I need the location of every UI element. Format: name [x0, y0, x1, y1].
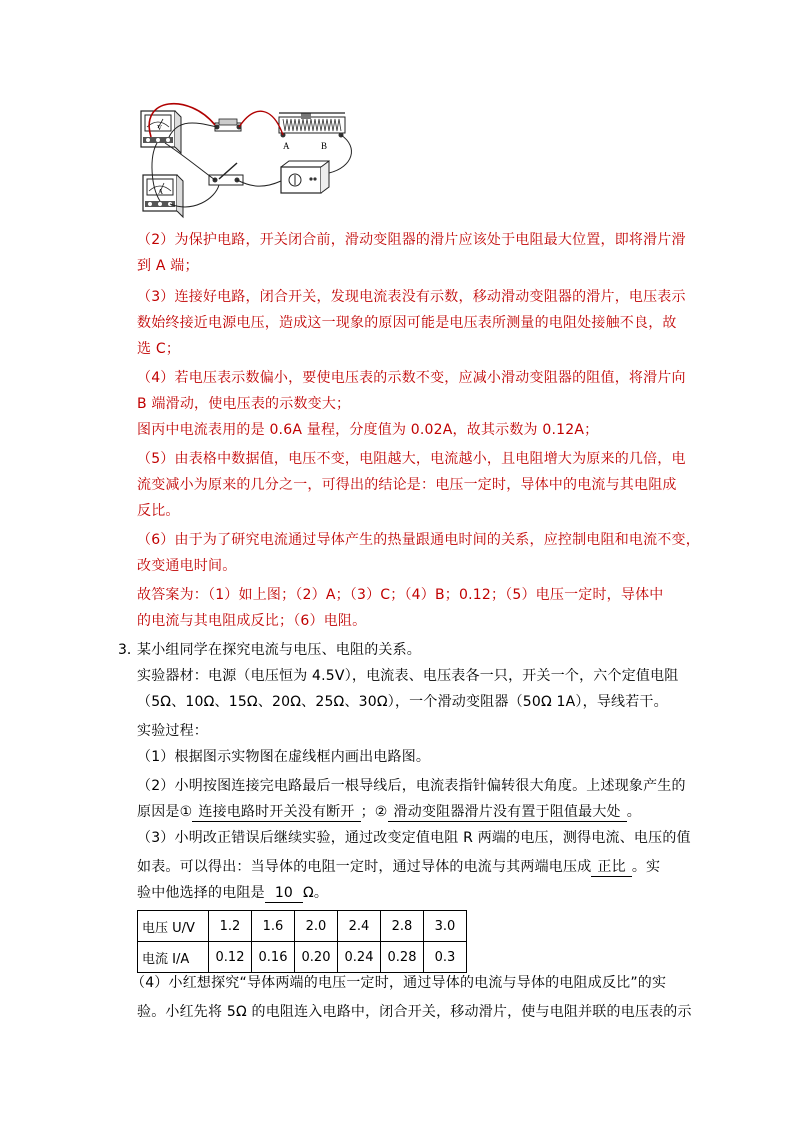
answer-line: （6）由于为了研究电流通过导体产生的热量跟通电时间的关系，应控制电阻和电流不变， — [137, 532, 700, 548]
rheostat-label-b: B — [321, 141, 328, 151]
answer-line: （3）连接好电路，闭合开关，发现电流表没有示数，移动滑动变阻器的滑片，电压表示 — [137, 289, 686, 305]
answer-line: 流变减小为原来的几分之一，可得出的结论是：电压一定时，导体中的电流与其电阻成 — [137, 477, 677, 493]
answer-line: （2）为保护电路，开关闭合前，滑动变阻器的滑片应该处于电阻最大位置，即将滑片滑 — [137, 232, 686, 248]
answer-blank-2: 滑动变阻器滑片没有置于阻值最大处 — [388, 803, 627, 822]
question-title: 某小组同学在探究电流与电压、电阻的关系。 — [137, 642, 421, 658]
process-step-4-cont: 验。小红先将 5Ω 的电阻连入电路中，闭合开关，移动滑片，使与电阻并联的电压表的示 — [137, 1004, 692, 1020]
answer-line: 图丙中电流表用的是 0.6A 量程，分度值为 0.02A，故其示数为 0.12A； — [137, 422, 599, 438]
answer-line: 到 A 端； — [137, 258, 199, 274]
table-cell: 0.28 — [381, 942, 424, 973]
resistor-icon — [215, 119, 242, 131]
circled-two: ② — [374, 804, 388, 820]
rheostat-label-a: A — [283, 141, 290, 151]
answer-line: （4）若电压表示数偏小，要使电压表的示数不变，应减小滑动变阻器的阻值，将滑片向 — [137, 370, 686, 386]
process-step-1: （1）根据图示实物图在虚线框内画出电路图。 — [137, 749, 431, 765]
question-number: 3． — [118, 642, 141, 658]
row-header: 电流 I/A — [138, 942, 209, 973]
table-cell: 2.4 — [338, 911, 381, 942]
text-span: Ω。 — [303, 885, 329, 901]
text-span: ； — [360, 804, 375, 820]
table-cell: 0.12 — [209, 942, 252, 973]
process-heading: 实验过程： — [137, 723, 208, 739]
process-step-2-answer — [137, 802, 641, 822]
process-step-3: （3）小明改正错误后继续实验，通过改变定值电阻 R 两端的电压，测得电流、电压的值 — [137, 830, 691, 846]
process-step-2: （2）小明按图连接完电路最后一根导线后，电流表指针偏转很大角度。上述现象产生的 — [137, 778, 686, 794]
answer-line: （5）由表格中数据值，电压不变，电阻越大，电流越小，且电阻增大为原来的几倍，电 — [137, 451, 686, 467]
text-span: 验中他选择的电阻是 — [137, 885, 265, 901]
answer-blank-4: 10 — [265, 884, 303, 903]
data-table — [137, 910, 467, 973]
voltmeter-icon — [141, 111, 181, 153]
table-cell: 0.24 — [338, 942, 381, 973]
answer-line: 选 C； — [137, 341, 181, 357]
answer-line: 故答案为：（1）如上图；（2）A；（3）C；（4）B；0.12；（5）电压一定时，导体中 — [137, 587, 664, 603]
process-step-4: （4）小红想探究“导体两端的电压一定时，通过导体的电流与导体的电阻成反比”的实 — [131, 975, 667, 991]
table-cell: 2.0 — [295, 911, 338, 942]
table-cell: 2.8 — [381, 911, 424, 942]
answer-blank-1: 连接电路时开关没有断开 — [192, 803, 360, 822]
power-supply-icon — [281, 161, 329, 193]
equipment-line: （5Ω、10Ω、15Ω、20Ω、25Ω、30Ω），一个滑动变阻器（50Ω 1A），导线若干。 — [137, 694, 668, 710]
text-span: 。 — [626, 804, 641, 820]
process-step-3-conclusion — [137, 857, 660, 877]
rheostat-icon — [279, 113, 345, 151]
voltmeter-letter: V — [157, 124, 163, 132]
answer-line: 的电流与其电阻成反比；（6）电阻。 — [137, 613, 367, 629]
answer-blank-3: 正比 — [591, 858, 631, 877]
circuit-diagram — [133, 97, 363, 222]
text-span: 原因是 — [137, 804, 180, 820]
table-row — [138, 911, 467, 942]
text-span: 。实 — [631, 859, 661, 875]
ammeter-icon — [143, 175, 183, 217]
table-cell: 1.6 — [252, 911, 295, 942]
table-row — [138, 942, 467, 973]
row-header: 电压 U/V — [138, 911, 209, 942]
table-cell: 0.20 — [295, 942, 338, 973]
process-step-3-resistance — [137, 883, 328, 903]
text-span: 如表。可以得出：当导体的电阻一定时，通过导体的电流与其两端电压成 — [137, 859, 592, 875]
circled-one: ① — [179, 804, 193, 820]
answer-line: B 端滑动，使电压表的示数变大； — [137, 396, 351, 412]
table-cell: 0.16 — [252, 942, 295, 973]
table-cell: 1.2 — [209, 911, 252, 942]
equipment-line: 实验器材：电源（电压恒为 4.5V），电流表、电压表各一只，开关一个，六个定值电阻 — [137, 668, 679, 684]
switch-icon — [209, 163, 243, 185]
table-cell: 3.0 — [424, 911, 467, 942]
answer-line: 数始终接近电源电压，造成这一现象的原因可能是电压表所测量的电阻处接触不良，故 — [137, 315, 677, 331]
ammeter-letter: A — [158, 188, 164, 196]
answer-line: 反比。 — [137, 503, 180, 519]
answer-line: 改变通电时间。 — [137, 558, 237, 574]
table-cell: 0.3 — [424, 942, 467, 973]
